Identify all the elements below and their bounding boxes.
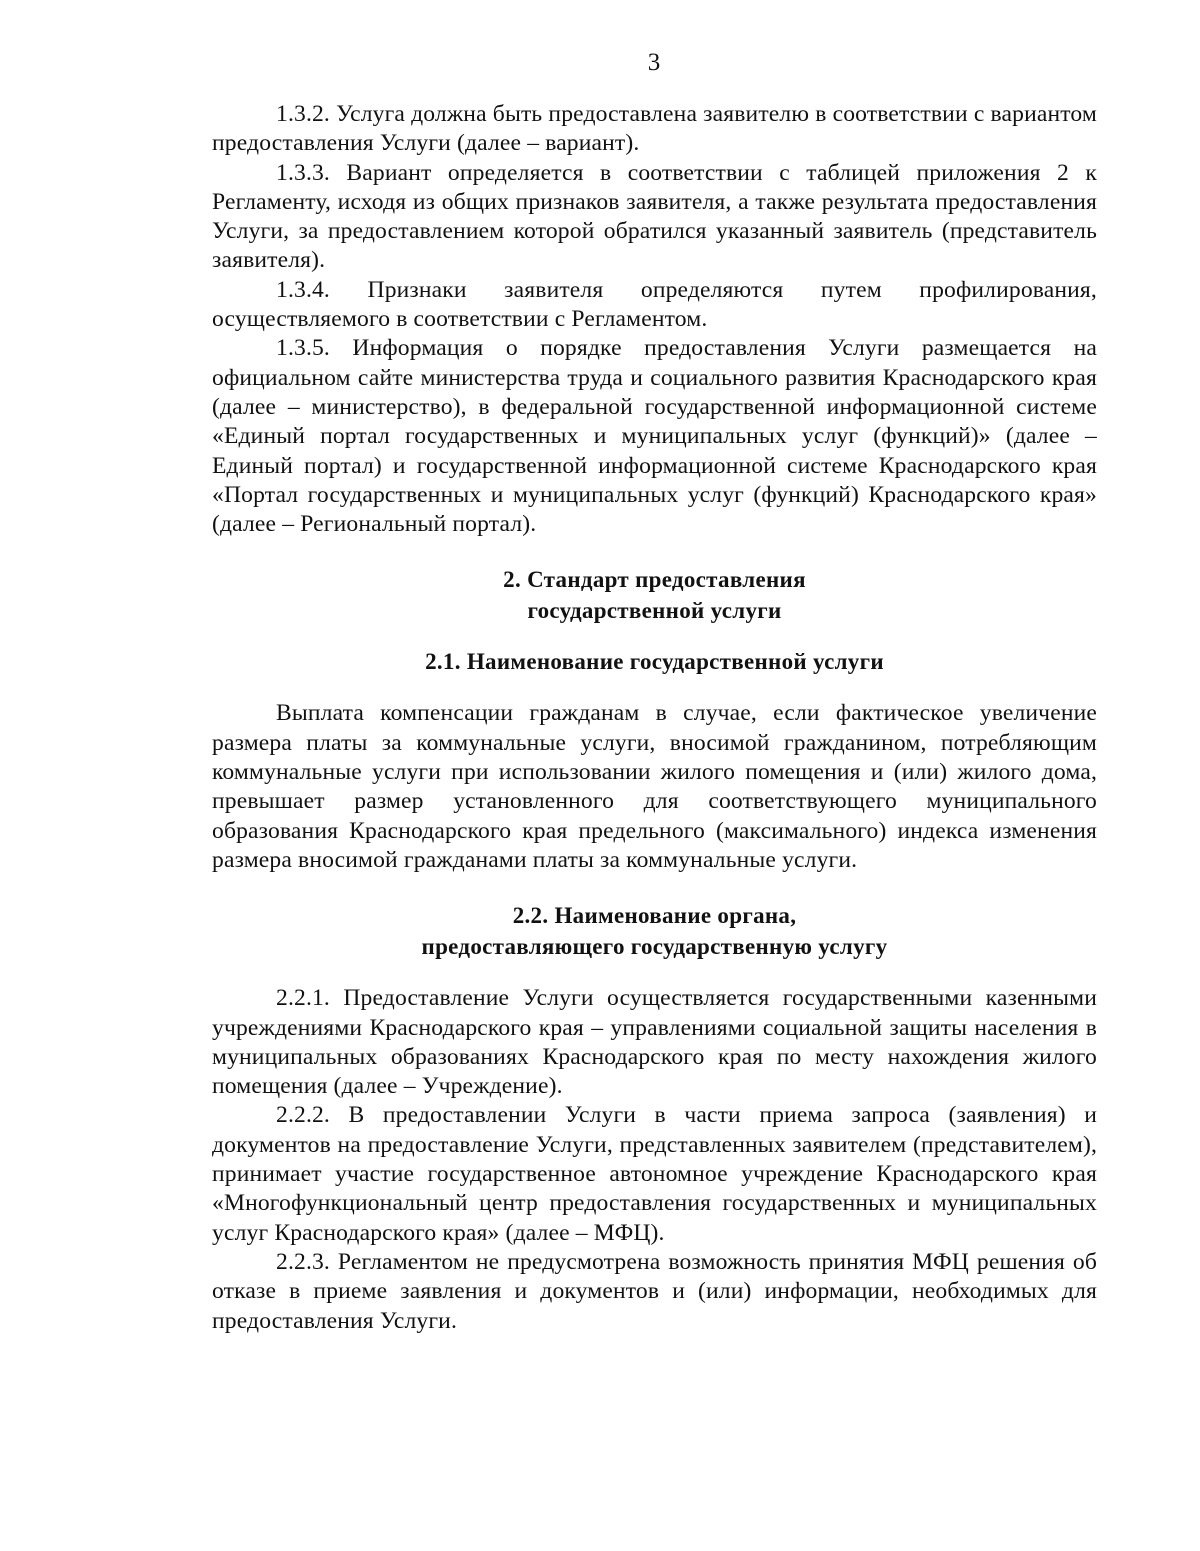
paragraph-1-3-4: 1.3.4. Признаки заявителя определяются путем профилирования, осуществляемого в соответствии с Регламентом.	[212, 276, 1097, 333]
paragraph-2-2-2: 2.2.2. В предоставлении Услуги в части приема запроса (заявления) и документов на предоставление Услуги, представленных заявителем (представителем), принимает участие государственное автономное учреждение Краснодарского края «Многофункциональный центр предоставления государственных и муниципальных услуг Краснодарского края» (далее – МФЦ).	[212, 1102, 1097, 1246]
section-2-heading-line1: 2. Стандарт предоставления	[503, 567, 806, 593]
paragraph-2-1: Выплата компенсации гражданам в случае, если фактическое увеличение размера платы за коммунальные услуги, вносимой гражданином, потребляющим коммунальные услуги при использовании жилого помещения и (или) жилого дома, превышает размер установленного для соответствующего муниципального образования Краснодарского края предельного (максимального) индекса изменения размера вносимой гражданами платы за коммунальные услуги.	[212, 700, 1097, 873]
paragraph-1-3-3: 1.3.3. Вариант определяется в соответствии с таблицей приложения 2 к Регламенту, исходя из общих признаков заявителя, а также результата предоставления Услуги, за предоставлением которой обратился указанный заявитель (представитель заявителя).	[212, 159, 1097, 274]
subsection-2-1-heading-text: 2.1. Наименование государственной услуги	[425, 649, 884, 675]
section-2-heading	[212, 564, 1097, 626]
subsection-2-2-heading-line2: предоставляющего государственную услугу	[421, 934, 888, 960]
paragraph-2-2-3: 2.2.3. Регламентом не предусмотрена возможность принятия МФЦ решения об отказе в приеме заявления и документов и (или) информации, необходимых для предоставления Услуги.	[212, 1248, 1097, 1334]
subsection-2-2-heading	[212, 900, 1097, 962]
document-body	[212, 100, 1097, 1336]
page-number: 3	[647, 49, 661, 76]
paragraph-1-3-2: 1.3.2. Услуга должна быть предоставлена заявителю в соответствии с вариантом предоставления Услуги (далее – вариант).	[212, 101, 1097, 157]
paragraph-2-2-1: 2.2.1. Предоставление Услуги осуществляется государственными казенными учреждениями Краснодарского края – управлениями социальной защиты населения в муниципальных образованиях Краснодарского края по месту нахождения жилого помещения (далее – Учреждение).	[212, 985, 1097, 1100]
paragraph-1-3-5: 1.3.5. Информация о порядке предоставления Услуги размещается на официальном сайте министерства труда и социального развития Краснодарского края (далее – министерство), в федеральной государственной информационной системе «Единый портал государственных и муниципальных услуг (функций)» (далее – Единый портал) и государственной информационной системе Краснодарского края «Портал государственных и муниципальных услуг (функций) Краснодарского края» (далее – Региональный портал).	[212, 335, 1097, 538]
subsection-2-2-heading-line1: 2.2. Наименование органа,	[512, 903, 797, 929]
section-2-heading-line2: государственной услуги	[527, 598, 782, 624]
subsection-2-1-heading	[212, 646, 1097, 677]
